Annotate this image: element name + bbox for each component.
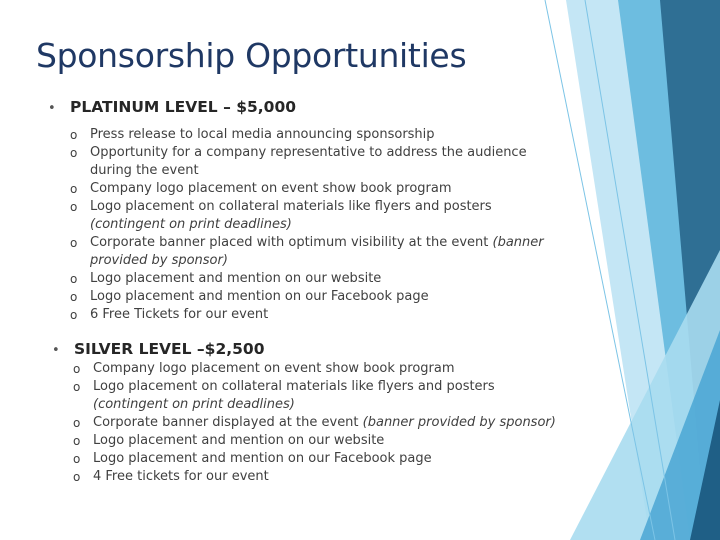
list-item — [73, 414, 573, 432]
item-text: Company logo placement on event show book program — [90, 181, 452, 196]
item-bullet: o — [70, 200, 78, 214]
item-bullet: o — [70, 128, 78, 142]
item-bullet: o — [70, 182, 78, 196]
item-text: Opportunity for a company representative to address the audience during the event — [90, 145, 527, 178]
item-bullet: o — [73, 434, 81, 448]
item-bullet: o — [73, 416, 81, 430]
item-text: Corporate banner displayed at the event — [93, 415, 363, 430]
item-bullet: o — [73, 362, 81, 376]
item-text: Logo placement on collateral materials like flyers and posters — [93, 379, 495, 394]
item-bullet: o — [73, 452, 81, 466]
item-text: Company logo placement on event show book program — [93, 361, 455, 376]
list-item — [70, 288, 560, 306]
item-text: Logo placement on collateral materials like flyers and posters — [90, 199, 492, 214]
item-text: 4 Free tickets for our event — [93, 469, 269, 484]
list-item — [73, 378, 573, 414]
item-text: Logo placement and mention on our Facebook page — [90, 289, 429, 304]
list-item — [73, 450, 573, 468]
item-bullet: o — [70, 290, 78, 304]
level-bullet: • — [48, 101, 56, 116]
item-note: (banner provided by sponsor) — [362, 415, 556, 430]
list-item — [70, 198, 560, 234]
platinum-level-heading — [48, 98, 296, 116]
slide-title: Sponsorship Opportunities — [36, 36, 467, 75]
silver-level-heading — [52, 340, 264, 358]
item-note: (contingent on print deadlines) — [90, 217, 292, 232]
item-text: 6 Free Tickets for our event — [90, 307, 269, 322]
item-bullet: o — [70, 272, 78, 286]
list-item — [73, 468, 573, 486]
list-item — [70, 306, 560, 324]
silver-level-label: SILVER LEVEL –$2,500 — [74, 340, 265, 358]
item-text: Corporate banner placed with optimum visibility at the event — [90, 235, 493, 250]
item-note: (banner provided by sponsor) — [90, 235, 544, 268]
list-item — [70, 144, 560, 180]
platinum-benefits-list — [70, 126, 560, 324]
item-bullet: o — [70, 146, 78, 160]
item-bullet: o — [70, 236, 78, 250]
item-bullet: o — [73, 470, 81, 484]
item-text: Press release to local media announcing sponsorship — [90, 127, 435, 142]
item-text: Logo placement and mention on our Facebook page — [93, 451, 432, 466]
list-item — [70, 126, 560, 144]
platinum-level-label: PLATINUM LEVEL – $5,000 — [70, 98, 297, 116]
list-item — [73, 432, 573, 450]
item-note: (contingent on print deadlines) — [93, 397, 295, 412]
item-bullet: o — [70, 308, 78, 322]
list-item — [73, 360, 573, 378]
silver-benefits-list — [73, 360, 573, 486]
item-text: Logo placement and mention on our website — [90, 271, 382, 286]
list-item — [70, 234, 560, 270]
item-bullet: o — [73, 380, 81, 394]
list-item — [70, 180, 560, 198]
level-bullet: • — [52, 343, 60, 358]
item-text: Logo placement and mention on our website — [93, 433, 385, 448]
list-item — [70, 270, 560, 288]
